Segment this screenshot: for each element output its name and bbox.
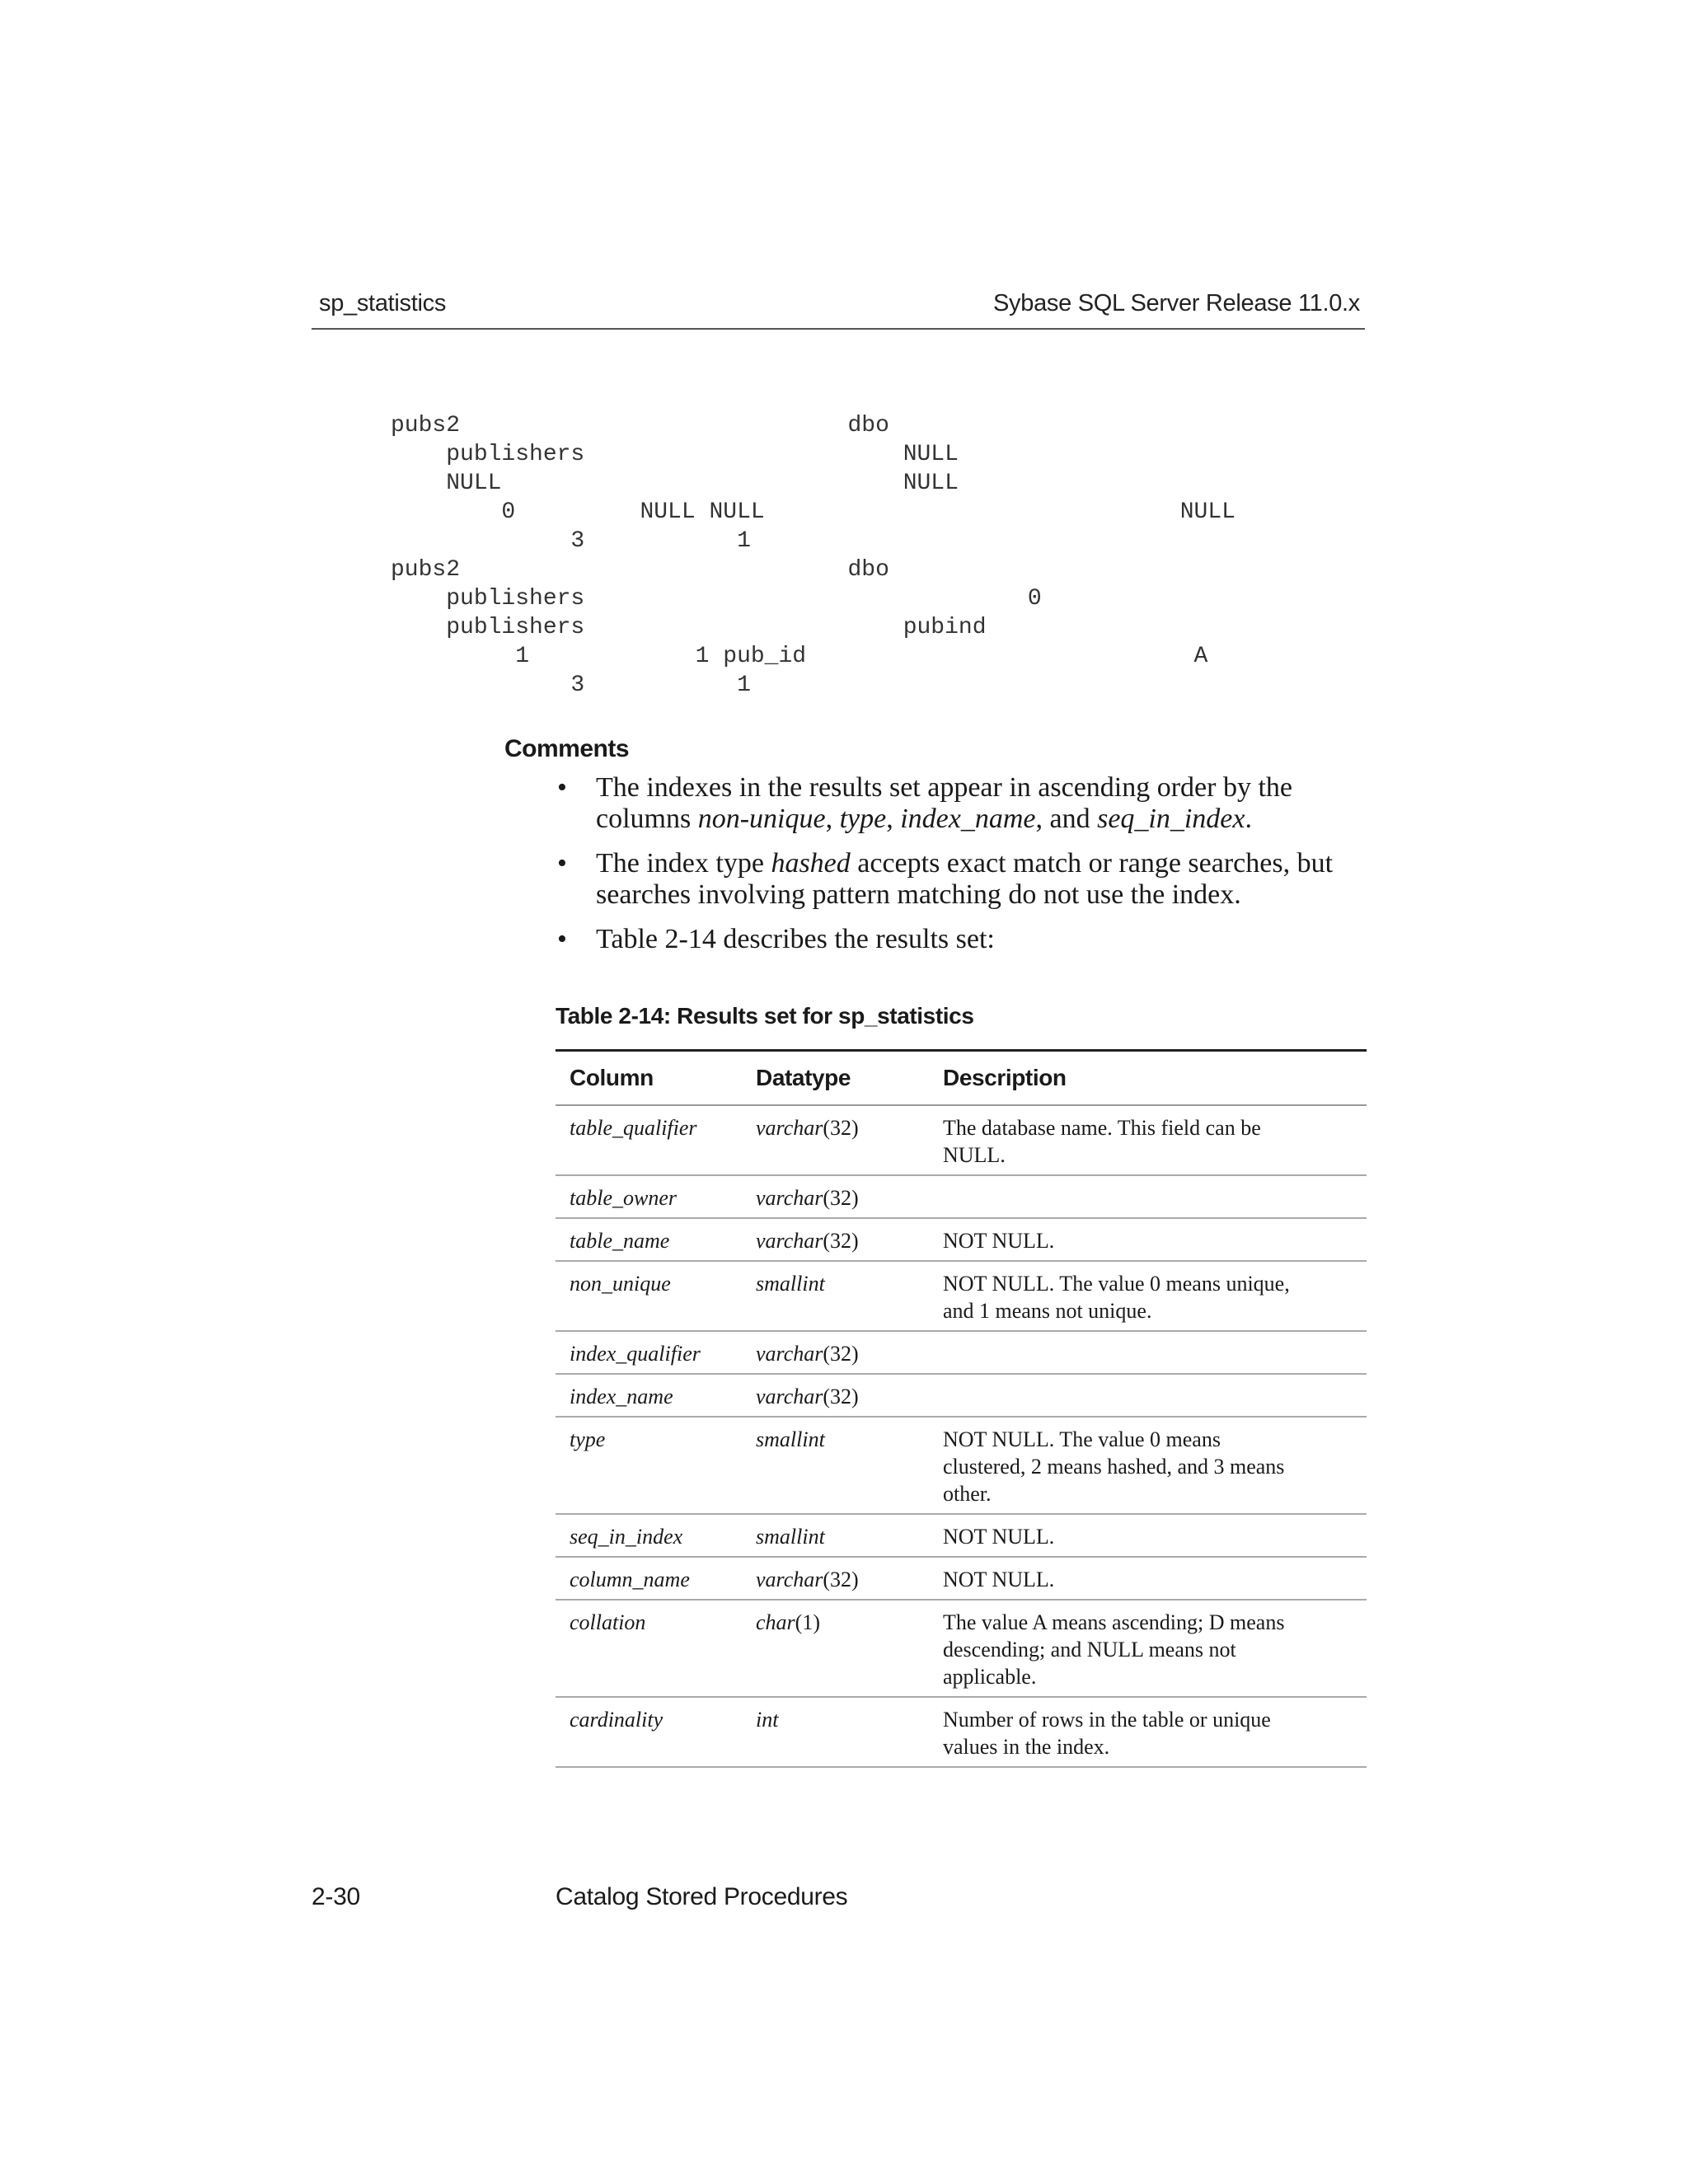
code-line: 1 1 pub_id A [391, 644, 1208, 669]
cell-datatype [756, 1609, 820, 1636]
datatype-name: smallint [756, 1525, 825, 1549]
cell-column-name: table_name [570, 1229, 670, 1253]
datatype-size: (32) [823, 1116, 859, 1140]
page-number: 2-30 [312, 1883, 360, 1910]
table-row [556, 1262, 1367, 1332]
table-caption: Table 2-14: Results set for sp_statistics [556, 1003, 974, 1029]
cell-column-name: non_unique [570, 1272, 671, 1296]
table-row [556, 1106, 1367, 1176]
table-row [556, 1558, 1367, 1601]
datatype-size: (32) [823, 1229, 859, 1253]
table-body [556, 1106, 1367, 1768]
description-line: clustered, 2 means hashed, and 3 means [943, 1455, 1285, 1479]
comments-heading: Comments [504, 735, 630, 762]
bullet-text: The index type hashed accepts exact match or range searches, but searches involving pattern matching do not use the index. [596, 848, 1334, 910]
column-header: Column [570, 1065, 654, 1090]
header-rule [312, 328, 1365, 330]
cell-datatype [756, 1426, 825, 1453]
datatype-name: varchar [756, 1229, 823, 1253]
cell-datatype [756, 1383, 859, 1410]
cell-description [943, 1609, 1363, 1690]
bullet-icon: • [557, 848, 567, 879]
description-line: applicable. [943, 1665, 1037, 1689]
cell-datatype [756, 1227, 859, 1254]
table-row [556, 1601, 1367, 1698]
cell-description [943, 1270, 1363, 1324]
cell-column-name: seq_in_index [570, 1525, 683, 1549]
datatype-name: varchar [756, 1116, 823, 1140]
cell-column-name: collation [570, 1610, 646, 1634]
cell-column-name: table_owner [570, 1186, 677, 1210]
description-line: other. [943, 1482, 992, 1506]
table-row [556, 1698, 1367, 1768]
table-row [556, 1332, 1367, 1375]
cell-column-name: index_qualifier [570, 1342, 701, 1366]
datatype-name: varchar [756, 1568, 823, 1591]
description-line: NOT NULL. [943, 1525, 1055, 1549]
table-row [556, 1418, 1367, 1515]
code-line: pubs2 dbo [391, 413, 889, 438]
table-header-row [556, 1052, 1367, 1106]
cell-datatype [756, 1706, 778, 1733]
datatype-size: (1) [795, 1610, 820, 1634]
code-line: 0 NULL NULL NULL [391, 499, 1236, 525]
results-table [556, 1049, 1367, 1768]
datatype-size: (32) [823, 1342, 859, 1366]
datatype-size: (32) [823, 1568, 859, 1591]
cell-datatype [756, 1270, 825, 1297]
code-line: publishers pubind [391, 615, 987, 640]
bullet-text: Table 2-14 describes the results set: [596, 924, 995, 954]
cell-description [943, 1426, 1363, 1507]
description-line: Number of rows in the table or unique [943, 1708, 1271, 1732]
datatype-size: (32) [823, 1385, 859, 1408]
cell-datatype [756, 1114, 859, 1141]
description-line: descending; and NULL means not [943, 1638, 1236, 1661]
cell-column-name: index_name [570, 1385, 673, 1408]
description-line: NOT NULL. [943, 1229, 1055, 1253]
cell-description [943, 1706, 1363, 1760]
datatype-size: (32) [823, 1186, 859, 1210]
datatype-name: varchar [756, 1342, 823, 1366]
cell-column-name: cardinality [570, 1708, 663, 1732]
description-line: NOT NULL. [943, 1568, 1055, 1591]
cell-description [943, 1566, 1363, 1593]
bullet-icon: • [557, 772, 567, 803]
table-row [556, 1219, 1367, 1262]
description-line: NOT NULL. The value 0 means [943, 1427, 1221, 1451]
description-line: NOT NULL. The value 0 means unique, [943, 1272, 1290, 1296]
datatype-name: smallint [756, 1272, 825, 1296]
description-line: values in the index. [943, 1735, 1110, 1759]
table-row [556, 1515, 1367, 1558]
cell-column-name: column_name [570, 1568, 690, 1591]
description-line: NULL. [943, 1143, 1006, 1167]
running-header-right: Sybase SQL Server Release 11.0.x [993, 290, 1360, 316]
code-line: 3 1 [391, 528, 751, 554]
description-line: and 1 means not unique. [943, 1299, 1152, 1323]
code-line: pubs2 dbo [391, 557, 889, 583]
code-line: 3 1 [391, 673, 751, 698]
cell-description [943, 1227, 1363, 1254]
bullet-icon: • [557, 924, 567, 954]
footer-section-title: Catalog Stored Procedures [556, 1883, 848, 1910]
datatype-name: char [756, 1610, 795, 1634]
cell-datatype [756, 1566, 859, 1593]
code-line: publishers NULL [391, 442, 959, 467]
cell-column-name: table_qualifier [570, 1116, 697, 1140]
bullet-text: The indexes in the results set appear in ascending order by the columns non-unique, type, index_name, and seq_in_index. [596, 772, 1293, 834]
cell-datatype [756, 1184, 859, 1212]
column-header: Datatype [756, 1065, 851, 1090]
table-row [556, 1176, 1367, 1219]
datatype-name: int [756, 1708, 779, 1732]
cell-datatype [756, 1340, 859, 1367]
description-line: The value A means ascending; D means [943, 1610, 1285, 1634]
description-line: The database name. This field can be [943, 1116, 1261, 1140]
column-header: Description [943, 1065, 1067, 1090]
datatype-name: varchar [756, 1385, 823, 1408]
datatype-name: smallint [756, 1427, 825, 1451]
running-header-left: sp_statistics [319, 290, 447, 316]
datatype-name: varchar [756, 1186, 823, 1210]
cell-description [943, 1114, 1363, 1169]
cell-datatype [756, 1523, 825, 1550]
table-row [556, 1375, 1367, 1418]
code-line: publishers 0 [391, 586, 1042, 612]
code-line: NULL NULL [391, 471, 959, 496]
cell-description [943, 1523, 1363, 1550]
cell-column-name: type [570, 1427, 606, 1451]
